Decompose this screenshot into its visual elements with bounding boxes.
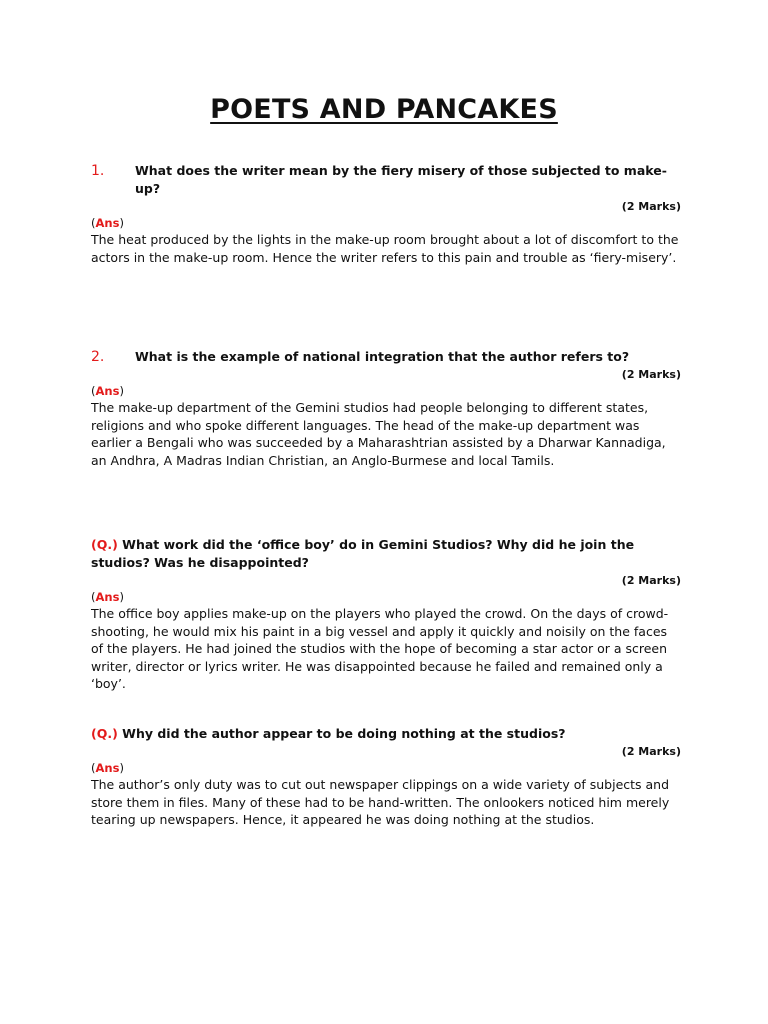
question-block-2 [91,348,681,469]
marks-label: (2 Marks) [621,574,681,587]
answer-text: The make-up department of the Gemini studios had people belonging to different states, religions and who spoke different languages. The head of the make-up department was earlier a Bengali who was succeeded by a Maharashtrian assisted by a Dharwar Kannadiga, an Andhra, A Madras Indian Christian, an Anglo-Burmese and local Tamils. [91,400,666,468]
question-text [91,536,681,572]
answer-label: (Ans) [91,216,124,230]
question-text [91,162,681,198]
answer-label: (Ans) [91,590,124,604]
marks-label: (2 Marks) [621,745,681,758]
question-label: What work did the ‘office boy’ do in Gemini Studios? Why did he join the studios? Was he disappointed? [91,537,635,570]
question-marker: (Q.) [91,537,118,552]
answer-text: The office boy applies make-up on the players who played the crowd. On the days of crowd-shooting, he would mix his paint in a big vessel and apply it quickly and noisily on the faces of the players. He had joined the studios with the hope of becoming a star actor or a screen writer, director or lyrics writer. He was disappointed because he failed and remained only a ‘boy’. [91,606,669,692]
question-label: What is the example of national integration that the author refers to? [135,349,630,364]
answer-text: The author’s only duty was to cut out newspaper clippings on a wide variety of subjects and store them in files. Many of these had to be hand-written. The onlookers noticed him merely tearing up newspapers. Hence, it appeared he was doing nothing at the studios. [91,777,670,828]
page-title: POETS AND PANCAKES [210,94,558,125]
answer-text: The heat produced by the lights in the make-up room brought about a lot of discomfort to the actors in the make-up room. Hence the writer refers to this pain and trouble as ‘fiery-misery’. [91,232,679,265]
question-block-1 [91,162,681,266]
question-text [91,348,681,366]
question-label: Why did the author appear to be doing nothing at the studios? [122,726,566,741]
question-text [91,725,681,743]
marks-label: (2 Marks) [621,368,681,381]
question-number: 1. [91,163,105,179]
question-block-4 [91,725,681,829]
answer-label: (Ans) [91,384,124,398]
marks-label: (2 Marks) [621,200,681,213]
question-number: 2. [91,349,105,365]
question-label: What does the writer mean by the fiery misery of those subjected to make-up? [135,163,667,196]
question-marker: (Q.) [91,726,118,741]
question-block-3 [91,536,681,693]
answer-label: (Ans) [91,761,124,775]
